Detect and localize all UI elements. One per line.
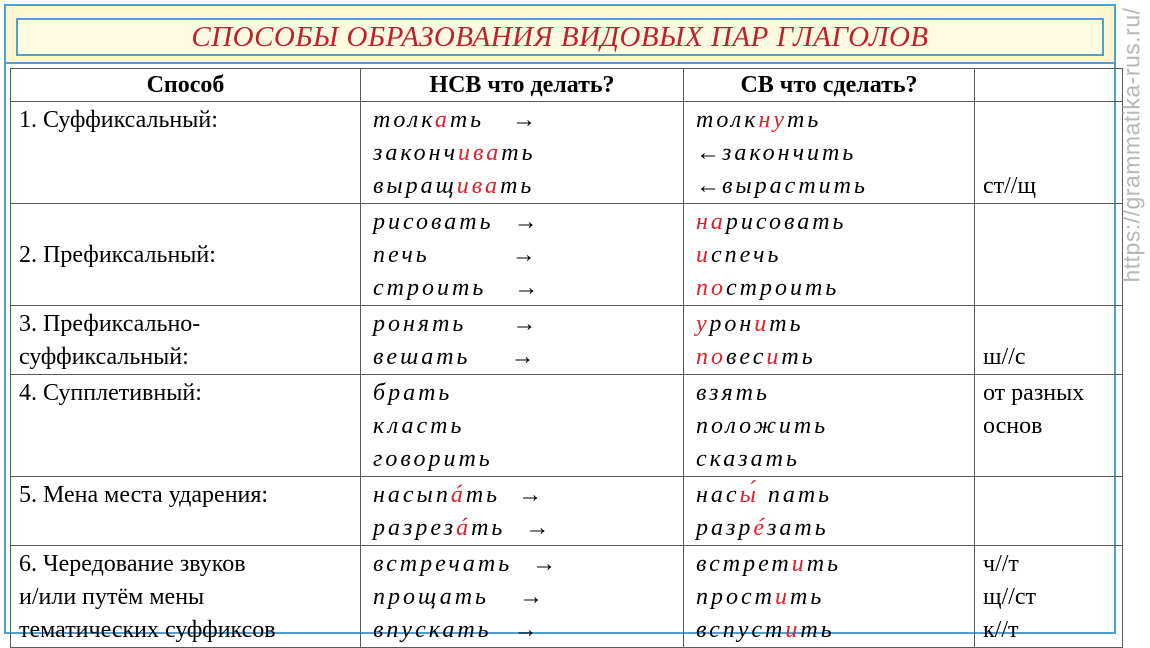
highlighted-morpheme: é	[753, 515, 768, 541]
verb-fragment: вес	[726, 344, 767, 370]
highlighted-morpheme: и	[766, 344, 782, 370]
header-perfective: СВ что сделать?	[684, 69, 975, 102]
right-arrow: →	[525, 515, 550, 541]
right-arrow: →	[512, 107, 537, 133]
verb-fragment: класть	[373, 413, 465, 439]
note-cell	[975, 546, 1123, 648]
perfective-cell	[684, 306, 975, 375]
note-cell	[975, 306, 1123, 375]
highlighted-morpheme: ы́	[739, 482, 759, 508]
imperfective-verb	[373, 377, 683, 410]
imperfective-cell	[361, 204, 684, 306]
verb-fragment: ть	[500, 173, 535, 199]
imperfective-verb	[373, 308, 683, 341]
way-label: тематических суффиксов	[19, 617, 276, 643]
verb-aspect-table	[10, 68, 1123, 648]
perfective-cell	[684, 375, 975, 477]
verb-fragment: вырастить	[722, 173, 868, 199]
verb-fragment: ть	[806, 551, 842, 577]
perfective-verb	[696, 341, 974, 374]
perfective-verb	[696, 512, 974, 545]
header-notes	[975, 69, 1123, 102]
way-cell	[11, 546, 361, 648]
verb-fragment: рон	[709, 311, 755, 337]
perfective-verb	[696, 443, 974, 476]
way-label	[19, 206, 360, 239]
verb-fragment: рисовать	[373, 209, 494, 235]
verb-fragment: положить	[696, 413, 829, 439]
imperfective-verb	[373, 548, 683, 581]
note-text	[983, 206, 1122, 239]
verb-fragment: впускать	[373, 617, 492, 643]
verb-fragment: сказать	[696, 446, 800, 472]
imperfective-verb	[373, 206, 683, 239]
way-cell	[11, 306, 361, 375]
perfective-verb	[696, 410, 974, 443]
note-text: ст//щ	[983, 173, 1036, 199]
right-arrow: →	[513, 209, 538, 235]
table-row	[11, 375, 1123, 477]
right-arrow: →	[513, 617, 538, 643]
way-cell	[11, 102, 361, 204]
perfective-cell	[684, 477, 975, 546]
verb-fragment: печь	[373, 242, 430, 268]
note-cell	[975, 102, 1123, 204]
note-cell	[975, 375, 1123, 477]
right-arrow: →	[512, 311, 537, 337]
imperfective-cell	[361, 546, 684, 648]
way-label: 2. Префиксальный:	[19, 242, 216, 268]
imperfective-verb	[373, 512, 683, 545]
imperfective-verb	[373, 614, 683, 647]
imperfective-verb	[373, 170, 683, 203]
imperfective-cell	[361, 375, 684, 477]
imperfective-verb	[373, 137, 683, 170]
left-arrow: ←	[696, 173, 720, 199]
note-text	[983, 272, 1122, 305]
perfective-verb	[696, 170, 974, 203]
note-text	[983, 479, 1122, 512]
highlighted-morpheme: á	[456, 515, 472, 541]
site-watermark	[1118, 0, 1146, 290]
verb-fragment: ть	[789, 584, 825, 610]
way-label: 5. Мена места ударения:	[19, 482, 269, 508]
perfective-cell	[684, 204, 975, 306]
verb-fragment: встрет	[696, 551, 792, 577]
left-arrow: ←	[696, 140, 720, 166]
way-cell	[11, 375, 361, 477]
highlighted-morpheme: на	[696, 209, 726, 235]
note-text	[983, 308, 1122, 341]
verb-fragment: говорить	[373, 446, 493, 472]
table-row	[11, 102, 1123, 204]
verb-fragment: нас	[696, 482, 740, 508]
table-row	[11, 204, 1123, 306]
right-arrow: →	[518, 584, 543, 610]
way-label: суффиксальный:	[19, 344, 189, 370]
verb-fragment: прощать	[373, 584, 489, 610]
verb-fragment: толк	[696, 107, 759, 133]
highlighted-morpheme: ива	[456, 173, 501, 199]
watermark-text: https://grammatika-rus.ru/	[1118, 7, 1145, 283]
highlighted-morpheme: по	[696, 344, 726, 370]
page-frame	[4, 4, 1116, 643]
table-row	[11, 546, 1123, 648]
verb-fragment: взять	[696, 380, 770, 406]
verb-fragment: спечь	[711, 242, 782, 268]
imperfective-verb	[373, 581, 683, 614]
verb-fragment: вспуст	[696, 617, 786, 643]
note-cell	[975, 204, 1123, 306]
highlighted-morpheme: и	[791, 551, 807, 577]
way-label: и/или путём мены	[19, 584, 205, 610]
way-cell	[11, 477, 361, 546]
highlighted-morpheme: ну	[758, 107, 787, 133]
note-text	[983, 239, 1122, 272]
header-imperfective: НСВ что делать?	[361, 69, 684, 102]
verb-fragment: ть	[465, 482, 501, 508]
way-cell	[11, 204, 361, 306]
note-text	[983, 104, 1122, 137]
perfective-verb	[696, 137, 974, 170]
highlighted-morpheme: и	[785, 617, 801, 643]
imperfective-cell	[361, 102, 684, 204]
note-text: щ//ст	[983, 584, 1036, 610]
right-arrow: →	[514, 275, 539, 301]
verb-fragment: вешать	[373, 344, 471, 370]
verb-fragment: ть	[769, 311, 804, 337]
note-text: ш//с	[983, 344, 1026, 370]
verb-fragment: насып	[373, 482, 451, 508]
verb-fragment: строить	[373, 275, 487, 301]
imperfective-verb	[373, 410, 683, 443]
verb-fragment: зать	[767, 515, 829, 541]
note-text	[983, 443, 1122, 476]
perfective-verb	[696, 239, 974, 272]
right-arrow: →	[532, 551, 557, 577]
highlighted-morpheme: а	[434, 107, 450, 133]
verb-fragment: прост	[696, 584, 775, 610]
table-row	[11, 306, 1123, 375]
imperfective-cell	[361, 306, 684, 375]
way-label: 1. Суффиксальный:	[19, 107, 218, 133]
perfective-verb	[696, 614, 974, 647]
verb-fragment: ть	[800, 617, 835, 643]
right-arrow: →	[510, 344, 535, 370]
perfective-cell	[684, 102, 975, 204]
perfective-verb	[696, 272, 974, 305]
page-title: СПОСОБЫ ОБРАЗОВАНИЯ ВИДОВЫХ ПАР ГЛАГОЛОВ	[16, 18, 1104, 56]
verb-fragment: ть	[501, 140, 536, 166]
title-band	[6, 6, 1114, 64]
verb-fragment: ть	[781, 344, 816, 370]
perfective-verb	[696, 104, 974, 137]
note-cell	[975, 477, 1123, 546]
note-text: к//т	[983, 617, 1019, 643]
verb-fragment: брать	[373, 380, 453, 406]
imperfective-verb	[373, 443, 683, 476]
perfective-verb	[696, 206, 974, 239]
verb-fragment: ть	[449, 107, 485, 133]
highlighted-morpheme: и	[774, 584, 790, 610]
imperfective-verb	[373, 104, 683, 137]
right-arrow: →	[518, 482, 543, 508]
perfective-verb	[696, 548, 974, 581]
perfective-cell	[684, 546, 975, 648]
imperfective-cell	[361, 477, 684, 546]
note-text: основ	[983, 413, 1043, 439]
highlighted-morpheme: и	[696, 242, 711, 268]
highlighted-morpheme: по	[696, 275, 726, 301]
perfective-verb	[696, 581, 974, 614]
note-text	[983, 512, 1122, 545]
verb-fragment: ть	[471, 515, 506, 541]
perfective-verb	[696, 479, 974, 512]
verb-fragment: выращ	[373, 173, 457, 199]
way-label: 6. Чередование звуков	[19, 551, 246, 577]
imperfective-verb	[373, 239, 683, 272]
verb-fragment: разр	[696, 515, 754, 541]
imperfective-verb	[373, 272, 683, 305]
note-text: ч//т	[983, 551, 1019, 577]
verb-fragment: разрез	[373, 515, 457, 541]
verb-fragment: ть	[787, 107, 822, 133]
perfective-verb	[696, 308, 974, 341]
note-text	[983, 137, 1122, 170]
verb-fragment: строить	[726, 275, 840, 301]
verb-fragment: законч	[373, 140, 459, 166]
imperfective-verb	[373, 341, 683, 374]
highlighted-morpheme: ива	[458, 140, 502, 166]
header-way: Способ	[11, 69, 361, 102]
way-label	[19, 272, 360, 305]
highlighted-morpheme: á	[450, 482, 466, 508]
imperfective-verb	[373, 479, 683, 512]
verb-fragment: закончить	[722, 140, 857, 166]
way-label: 4. Супплетивный:	[19, 380, 202, 406]
perfective-verb	[696, 377, 974, 410]
note-text: от разных	[983, 380, 1085, 406]
table-row	[11, 477, 1123, 546]
verb-fragment: толк	[373, 107, 435, 133]
table-header-row	[11, 69, 1123, 102]
verb-fragment: встречать	[373, 551, 513, 577]
verb-fragment: рисовать	[725, 209, 847, 235]
verb-fragment: ронять	[373, 311, 467, 337]
highlighted-morpheme: и	[754, 311, 770, 337]
way-label: 3. Префиксально-	[19, 311, 201, 337]
right-arrow: →	[511, 242, 536, 268]
highlighted-morpheme: у	[696, 311, 710, 337]
verb-fragment: пать	[758, 482, 833, 508]
